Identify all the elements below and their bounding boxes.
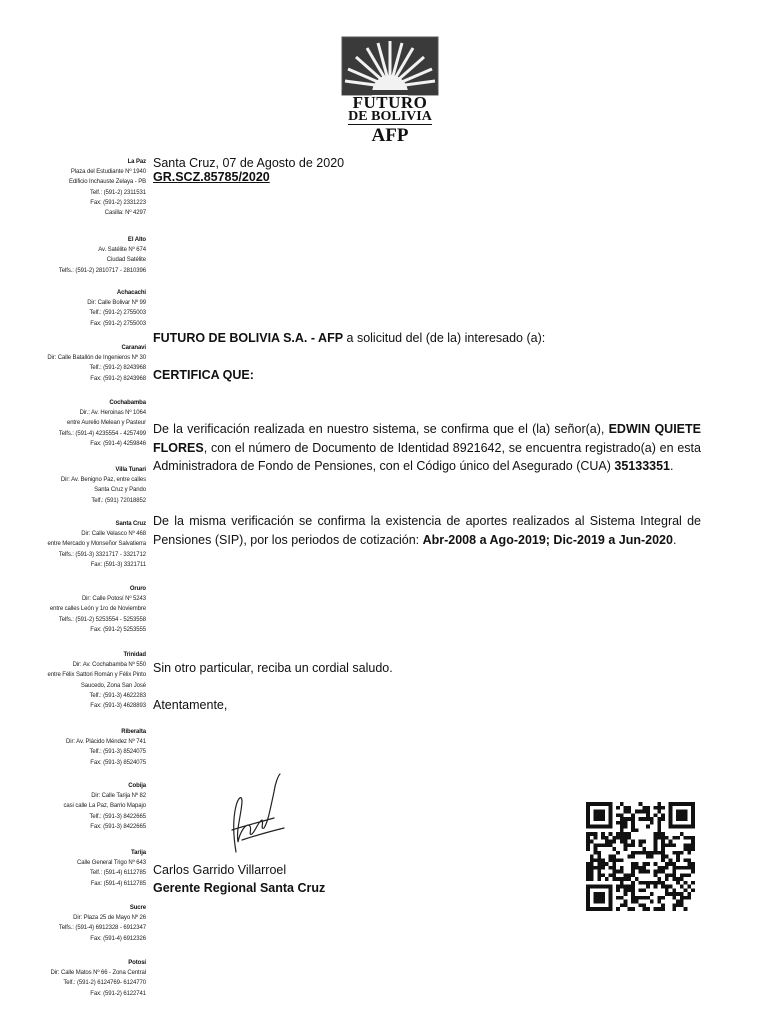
office-block <box>0 650 146 711</box>
office-city: Sucre <box>129 905 146 911</box>
office-city: Santa Cruz <box>115 521 146 527</box>
office-detail: Dir: Calle Bolivar Nº 99 <box>87 300 146 307</box>
signer-title: Gerente Regional Santa Cruz <box>153 881 326 895</box>
office-detail: Dir.: Av. Heroinas Nº 1064 <box>79 410 146 417</box>
letter-date: Santa Cruz, 07 de Agosto de 2020 <box>153 156 345 170</box>
office-detail: Fax: (591-2) 2331223 <box>90 199 146 206</box>
office-city: Tarija <box>131 850 146 856</box>
office-city: Potosí <box>128 960 146 966</box>
office-detail: Telfs.: (591-2) 5253554 - 5253558 <box>58 616 146 623</box>
regards-line: Atentamente, <box>153 698 228 712</box>
signature-icon <box>222 770 292 860</box>
office-block <box>0 781 146 832</box>
office-city: El Alto <box>127 237 146 243</box>
office-city: La Paz <box>127 159 146 165</box>
intro-text: a solicitud del (de la) interesado (a): <box>343 331 546 345</box>
office-detail: Fax: (591-3) 8524075 <box>90 759 146 766</box>
office-detail: Telfs.: (591-3) 3321717 - 3321712 <box>58 551 146 558</box>
office-detail: Dir: Av. Plácido Méndez Nº 741 <box>65 739 146 746</box>
office-detail: Calle General Trigo Nº 643 <box>77 860 146 867</box>
company-name: FUTURO DE BOLIVIA S.A. - AFP <box>153 331 344 345</box>
office-detail: Dir: Plaza 25 de Mayo Nº 26 <box>73 915 146 922</box>
office-detail: Fax: (591-2) 2755003 <box>90 320 146 327</box>
office-block <box>0 398 146 449</box>
office-detail: Fax: (591-4) 4259846 <box>90 440 146 447</box>
office-detail: Fax: (591-4) 6112785 <box>90 880 146 887</box>
office-block <box>0 727 146 768</box>
office-block <box>0 848 146 889</box>
office-detail: Telfs.: (591-2) 2810717 - 2810396 <box>58 267 146 274</box>
office-detail: Av. Satélite Nº 674 <box>98 247 146 254</box>
office-block <box>0 465 146 506</box>
office-detail: Edificio Inchauste Zelaya - PB <box>68 179 146 186</box>
office-city: Achacachi <box>116 290 146 296</box>
office-detail: Fax: (591-2) 8243968 <box>90 375 146 382</box>
office-city: Trinidad <box>123 652 146 658</box>
office-detail: Telf.: (591-2) 2755003 <box>89 310 146 317</box>
logo-futuro: FUTURO <box>352 93 428 112</box>
office-block <box>0 157 146 218</box>
office-detail: Fax: (591-2) 6122741 <box>90 990 146 997</box>
office-detail: Fax: (591-2) 5253555 <box>90 626 146 633</box>
office-detail: casi calle La Paz, Barrio Mapajo <box>63 803 146 810</box>
qr-code-icon <box>586 802 695 911</box>
office-detail: Dir: Calle Velasco Nº 468 <box>81 531 146 538</box>
office-detail: Saucedo, Zona San José <box>80 682 146 689</box>
office-detail: Ciudad Satélite <box>106 257 146 264</box>
sun-emblem-icon <box>340 35 440 97</box>
office-detail: Plaza del Estudiante Nº 1940 <box>70 169 146 176</box>
office-detail: Fax: (591-3) 3321711 <box>90 561 146 568</box>
p1-text-a: De la verificación realizada en nuestro sistema, se confirma que el (la) señor(a), <box>153 422 609 436</box>
certifica-heading: CERTIFICA QUE: <box>153 368 254 382</box>
office-detail: Telf.: (591-4) 6112785 <box>89 870 146 877</box>
afp-logo <box>340 35 440 150</box>
office-detail: Telf.: (591-2) 6124769- 6124770 <box>63 980 146 987</box>
contribution-periods: Abr-2008 a Ago-2019; Dic-2019 a Jun-2020 <box>422 532 673 547</box>
office-detail: Dir: Av. Benigno Paz, entre calles <box>60 477 146 484</box>
office-detail: entre Félix Sattori Román y Félix Pinto <box>47 672 146 679</box>
office-detail: entre Mercado y Monseñor Salvatierra <box>47 541 146 548</box>
letter-reference: GR.SCZ.85785/2020 <box>153 170 270 184</box>
office-detail: entre calles León y 1ro de Noviembre <box>49 606 146 613</box>
office-detail: Casilla: Nº 4297 <box>104 210 146 217</box>
office-block <box>0 235 146 276</box>
cua-number: 35133351 <box>614 459 671 473</box>
office-detail: Telf.: (591-3) 8422665 <box>89 813 146 820</box>
office-detail: Santa Cruz y Pando <box>94 487 146 494</box>
closing-line: Sin otro particular, reciba un cordial saludo. <box>153 661 393 675</box>
office-detail: Telf.: (591-3) 4622283 <box>89 692 146 699</box>
office-detail: Dir: Calle Tarija Nº 82 <box>91 793 146 800</box>
paragraph-identity <box>153 420 701 476</box>
office-detail: Telf.: (591) 72018852 <box>91 497 146 504</box>
office-detail: Dir: Calle Batallón de Ingenieros Nº 30 <box>47 355 146 362</box>
office-block <box>0 519 146 570</box>
office-detail: Fax: (591-4) 6912326 <box>90 935 146 942</box>
office-city: Cobija <box>128 783 146 789</box>
office-city: Caranavi <box>121 345 146 351</box>
office-detail: Dir: Av. Cochabamba Nº 550 <box>72 662 146 669</box>
letter-intro <box>153 329 701 348</box>
office-detail: Dir: Calle Potosí Nº 5243 <box>81 596 146 603</box>
p1-text-b: , con el número de Documento de Identidad 8921642, se encuentra registrado(a) en esta Administradora de Fondo de Pensiones, con el Código único del Asegurado (CUA) <box>153 440 701 473</box>
office-detail: Telf.: (591-2) 8243968 <box>89 365 146 372</box>
affiliate-name: EDWIN QUIETE FLORES <box>153 422 701 455</box>
office-detail: entre Aurelio Melean y Pasteur <box>66 420 146 427</box>
p1-text-c: . <box>670 459 674 473</box>
office-city: Riberalta <box>121 729 146 735</box>
p2-text-b: . <box>672 532 677 547</box>
office-detail: Telf.: (591-2) 2311531 <box>89 189 146 196</box>
office-city: Cochabamba <box>109 400 146 406</box>
office-detail: Dir: Calle Matos Nº 66 - Zona Central <box>50 970 146 977</box>
office-detail: Telfs.: (591-4) 6912328 - 6912347 <box>58 925 146 932</box>
office-block <box>0 584 146 635</box>
office-detail: Fax: (591-3) 8422665 <box>90 823 146 830</box>
office-block <box>0 903 146 944</box>
office-block <box>0 958 146 999</box>
office-detail: Telfs.: (591-4) 4235554 - 4257499 <box>58 430 146 437</box>
paragraph-contributions <box>153 512 701 549</box>
logo-afp: AFP <box>371 125 409 146</box>
office-detail: Telf.: (591-3) 8524075 <box>89 749 146 756</box>
office-block <box>0 288 146 329</box>
office-detail: Fax: (591-3) 4628893 <box>90 703 146 710</box>
p2-text-a: De la misma verificación se confirma la existencia de aportes realizados al Sistema Integral de Pensiones (SIP), por los periodos de cotización: <box>153 514 701 547</box>
signer-name: Carlos Garrido Villarroel <box>153 863 287 877</box>
logo-de-bolivia: DE BOLIVIA <box>348 109 432 124</box>
office-block <box>0 343 146 384</box>
office-city: Oruro <box>129 586 146 592</box>
office-city: Villa Tunari <box>115 467 146 473</box>
